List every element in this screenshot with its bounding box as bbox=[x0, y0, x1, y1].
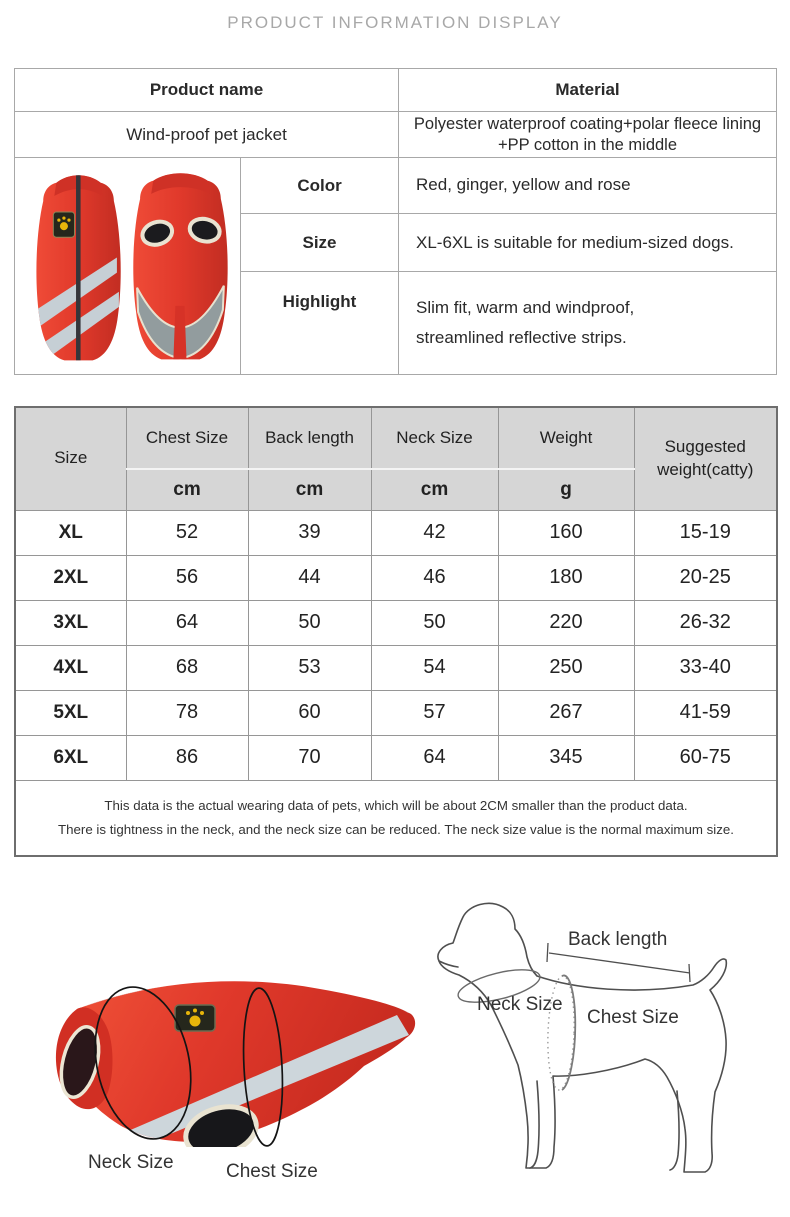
cell-back: 44 bbox=[248, 555, 371, 600]
product-info-table bbox=[14, 68, 777, 375]
col-header-suggested: Suggested weight(catty) bbox=[634, 407, 777, 510]
cell-weight: 345 bbox=[498, 735, 634, 780]
col-header-weight: Weight bbox=[498, 407, 634, 469]
cell-size: XL bbox=[15, 510, 126, 555]
product-name-value: Wind-proof pet jacket bbox=[15, 112, 399, 158]
back-length-label: Back length bbox=[568, 929, 668, 950]
cell-suggested: 41-59 bbox=[634, 690, 777, 735]
note-line-2: There is tightness in the neck, and the neck size can be reduced. The neck size value is the normal maximum size. bbox=[57, 821, 735, 837]
color-label: Color bbox=[241, 158, 399, 214]
cell-weight: 180 bbox=[498, 555, 634, 600]
dog-far-rear-leg bbox=[670, 1091, 679, 1170]
cell-chest: 78 bbox=[126, 690, 248, 735]
cell-neck: 57 bbox=[371, 690, 498, 735]
brand-patch-icon bbox=[53, 212, 74, 237]
chest-ring-icon bbox=[546, 975, 576, 1090]
size-label: Size bbox=[241, 214, 399, 272]
size-row-4xl bbox=[15, 645, 777, 690]
size-chart-table bbox=[14, 406, 778, 857]
jacket-side-illustration bbox=[25, 935, 425, 1147]
col-header-size: Size bbox=[15, 407, 126, 510]
cell-back: 39 bbox=[248, 510, 371, 555]
cell-suggested: 20-25 bbox=[634, 555, 777, 600]
unit-chest: cm bbox=[126, 469, 248, 510]
cell-back: 70 bbox=[248, 735, 371, 780]
cell-weight: 220 bbox=[498, 600, 634, 645]
material-value: Polyester waterproof coating+polar fleece lining +PP cotton in the middle bbox=[399, 112, 777, 158]
cell-neck: 42 bbox=[371, 510, 498, 555]
cell-neck: 46 bbox=[371, 555, 498, 600]
cell-suggested: 15-19 bbox=[634, 510, 777, 555]
cell-neck: 54 bbox=[371, 645, 498, 690]
cell-chest: 86 bbox=[126, 735, 248, 780]
cell-chest: 68 bbox=[126, 645, 248, 690]
jacket-neck-size-label: Neck Size bbox=[88, 1152, 174, 1173]
highlight-value: Slim fit, warm and windproof, streamlined reflective strips. bbox=[399, 272, 777, 375]
brand-patch-icon bbox=[175, 1005, 215, 1031]
col-header-neck: Neck Size bbox=[371, 407, 498, 469]
size-row-6xl bbox=[15, 735, 777, 780]
cell-suggested: 33-40 bbox=[634, 645, 777, 690]
dog-chest-size-label: Chest Size bbox=[587, 1007, 679, 1028]
cell-weight: 250 bbox=[498, 645, 634, 690]
cell-chest: 56 bbox=[126, 555, 248, 600]
cell-weight: 267 bbox=[498, 690, 634, 735]
cell-back: 60 bbox=[248, 690, 371, 735]
cell-chest: 52 bbox=[126, 510, 248, 555]
dog-neck-size-label: Neck Size bbox=[477, 994, 563, 1015]
cell-size: 3XL bbox=[15, 600, 126, 645]
cell-chest: 64 bbox=[126, 600, 248, 645]
size-row-5xl bbox=[15, 690, 777, 735]
highlight-label: Highlight bbox=[241, 272, 399, 375]
cell-back: 50 bbox=[248, 600, 371, 645]
color-value: Red, ginger, yellow and rose bbox=[399, 158, 777, 214]
cell-size: 5XL bbox=[15, 690, 126, 735]
cell-suggested: 60-75 bbox=[634, 735, 777, 780]
size-chart-note bbox=[15, 780, 777, 856]
unit-back: cm bbox=[248, 469, 371, 510]
cell-neck: 64 bbox=[371, 735, 498, 780]
col-header-chest: Chest Size bbox=[126, 407, 248, 469]
cell-size: 2XL bbox=[15, 555, 126, 600]
cell-back: 53 bbox=[248, 645, 371, 690]
measurement-guide bbox=[0, 880, 790, 1217]
page-title: PRODUCT INFORMATION DISPLAY bbox=[227, 13, 563, 32]
cell-size: 6XL bbox=[15, 735, 126, 780]
unit-weight: g bbox=[498, 469, 634, 510]
product-photo bbox=[15, 158, 241, 375]
cell-neck: 50 bbox=[371, 600, 498, 645]
cell-size: 4XL bbox=[15, 645, 126, 690]
size-value: XL-6XL is suitable for medium-sized dogs. bbox=[399, 214, 777, 272]
cell-weight: 160 bbox=[498, 510, 634, 555]
note-line-1: This data is the actual wearing data of pets, which will be about 2CM smaller than the product data. bbox=[104, 798, 688, 814]
jacket-chest-size-label: Chest Size bbox=[226, 1161, 318, 1182]
dog-far-front-leg bbox=[530, 1081, 539, 1168]
material-header: Material bbox=[399, 69, 777, 112]
col-header-back: Back length bbox=[248, 407, 371, 469]
size-row-xl bbox=[15, 510, 777, 555]
size-row-2xl bbox=[15, 555, 777, 600]
unit-neck: cm bbox=[371, 469, 498, 510]
cell-suggested: 26-32 bbox=[634, 600, 777, 645]
product-name-header: Product name bbox=[15, 69, 399, 112]
product-photo-illustration bbox=[16, 158, 240, 369]
size-row-3xl bbox=[15, 600, 777, 645]
